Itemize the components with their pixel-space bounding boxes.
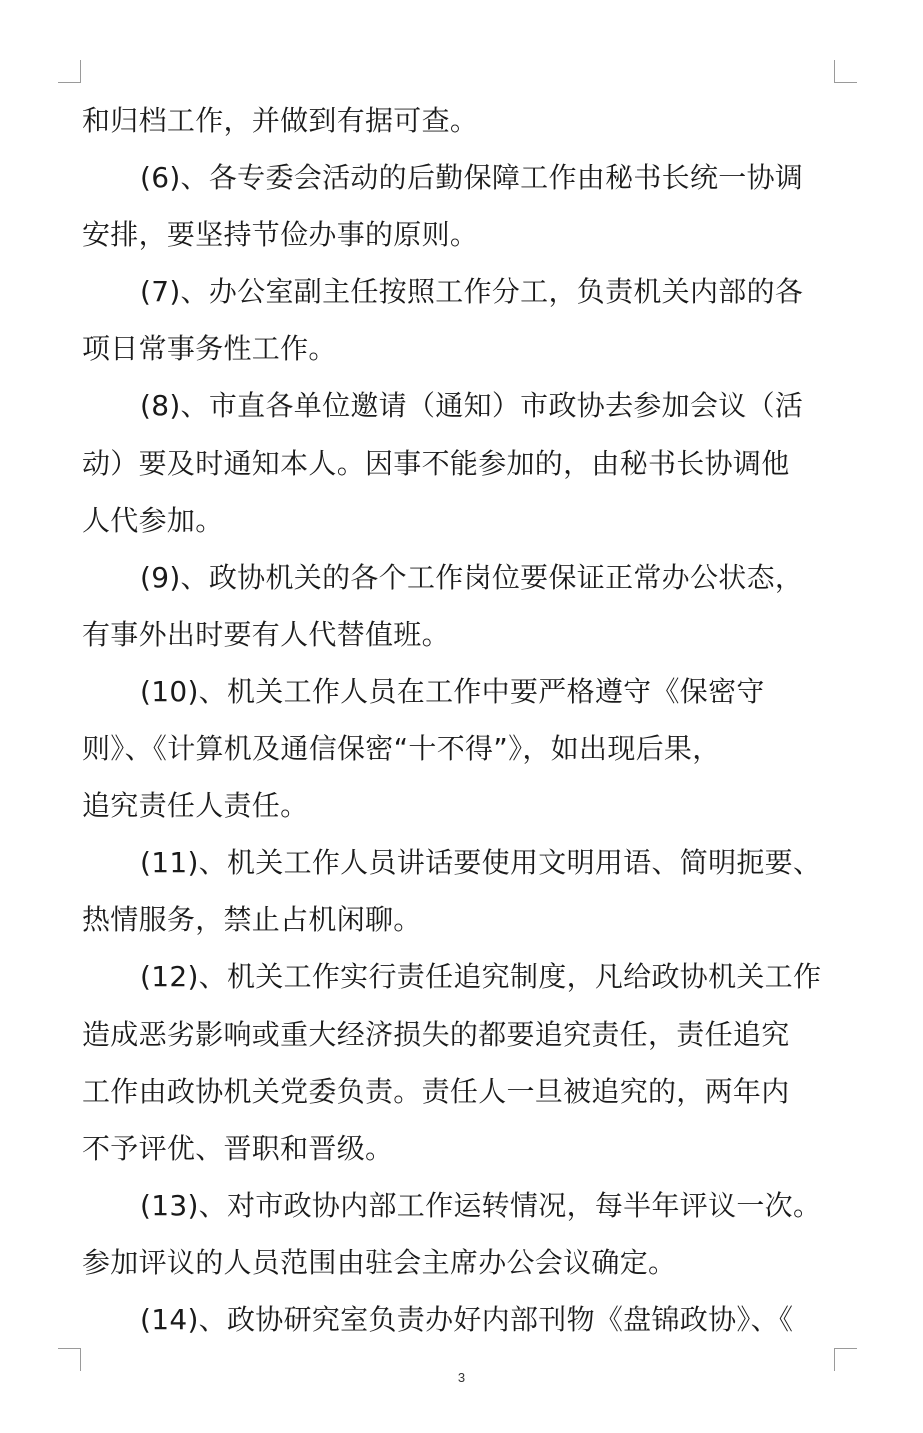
text-line: (12)、机关工作实行责任追究制度，凡给政协机关工作 <box>140 960 822 994</box>
text-line: (6)、各专委会活动的后勤保障工作由秘书长统一协调 <box>140 161 804 195</box>
text-line: 热情服务，禁止占机闲聊。 <box>82 903 422 937</box>
body-text <box>82 92 842 1348</box>
text-line: 项日常事务性工作。 <box>82 332 337 366</box>
text-line: 安排，要坚持节俭办事的原则。 <box>82 218 479 252</box>
text-line: 有事外出时要有人代替值班。 <box>82 617 450 651</box>
text-line: 人代参加。 <box>82 503 224 537</box>
text-line: (13)、对市政协内部工作运转情况，每半年评议一次。 <box>140 1188 822 1222</box>
text-line: 追究责任人责任。 <box>82 789 309 823</box>
crop-mark-bottom-right <box>834 1348 857 1371</box>
text-line: (14)、政协研究室负责办好内部刊物《盘锦政协》、《 <box>140 1302 794 1336</box>
text-line: 不予评优、晋职和晋级。 <box>82 1131 394 1165</box>
text-line: 造成恶劣影响或重大经济损失的都要追究责任，责任追究 <box>82 1017 790 1051</box>
page-number: 3 <box>457 1370 466 1385</box>
text-line: (11)、机关工作人员讲话要使用文明用语、简明扼要、 <box>140 846 822 880</box>
crop-mark-top-right <box>834 60 857 83</box>
text-line: (10)、机关工作人员在工作中要严格遵守《保密守 <box>140 674 765 708</box>
crop-mark-bottom-left <box>58 1348 81 1371</box>
text-line: 则》、《计算机及通信保密“十不得”》，如出现后果， <box>82 732 721 766</box>
text-line: (9)、政协机关的各个工作岗位要保证正常办公状态， <box>140 560 804 594</box>
text-line: (7)、办公室副主任按照工作分工，负责机关内部的各 <box>140 275 804 309</box>
text-line: (8)、市直各单位邀请（通知）市政协去参加会议（活 <box>140 389 804 423</box>
text-line: 工作由政协机关党委负责。责任人一旦被追究的，两年内 <box>82 1074 790 1108</box>
text-line: 动）要及时通知本人。因事不能参加的，由秘书长协调他 <box>82 446 790 480</box>
crop-mark-top-left <box>58 60 81 83</box>
text-line: 和归档工作，并做到有据可查。 <box>82 104 479 137</box>
text-line: 参加评议的人员范围由驻会主席办公会议确定。 <box>82 1245 677 1279</box>
